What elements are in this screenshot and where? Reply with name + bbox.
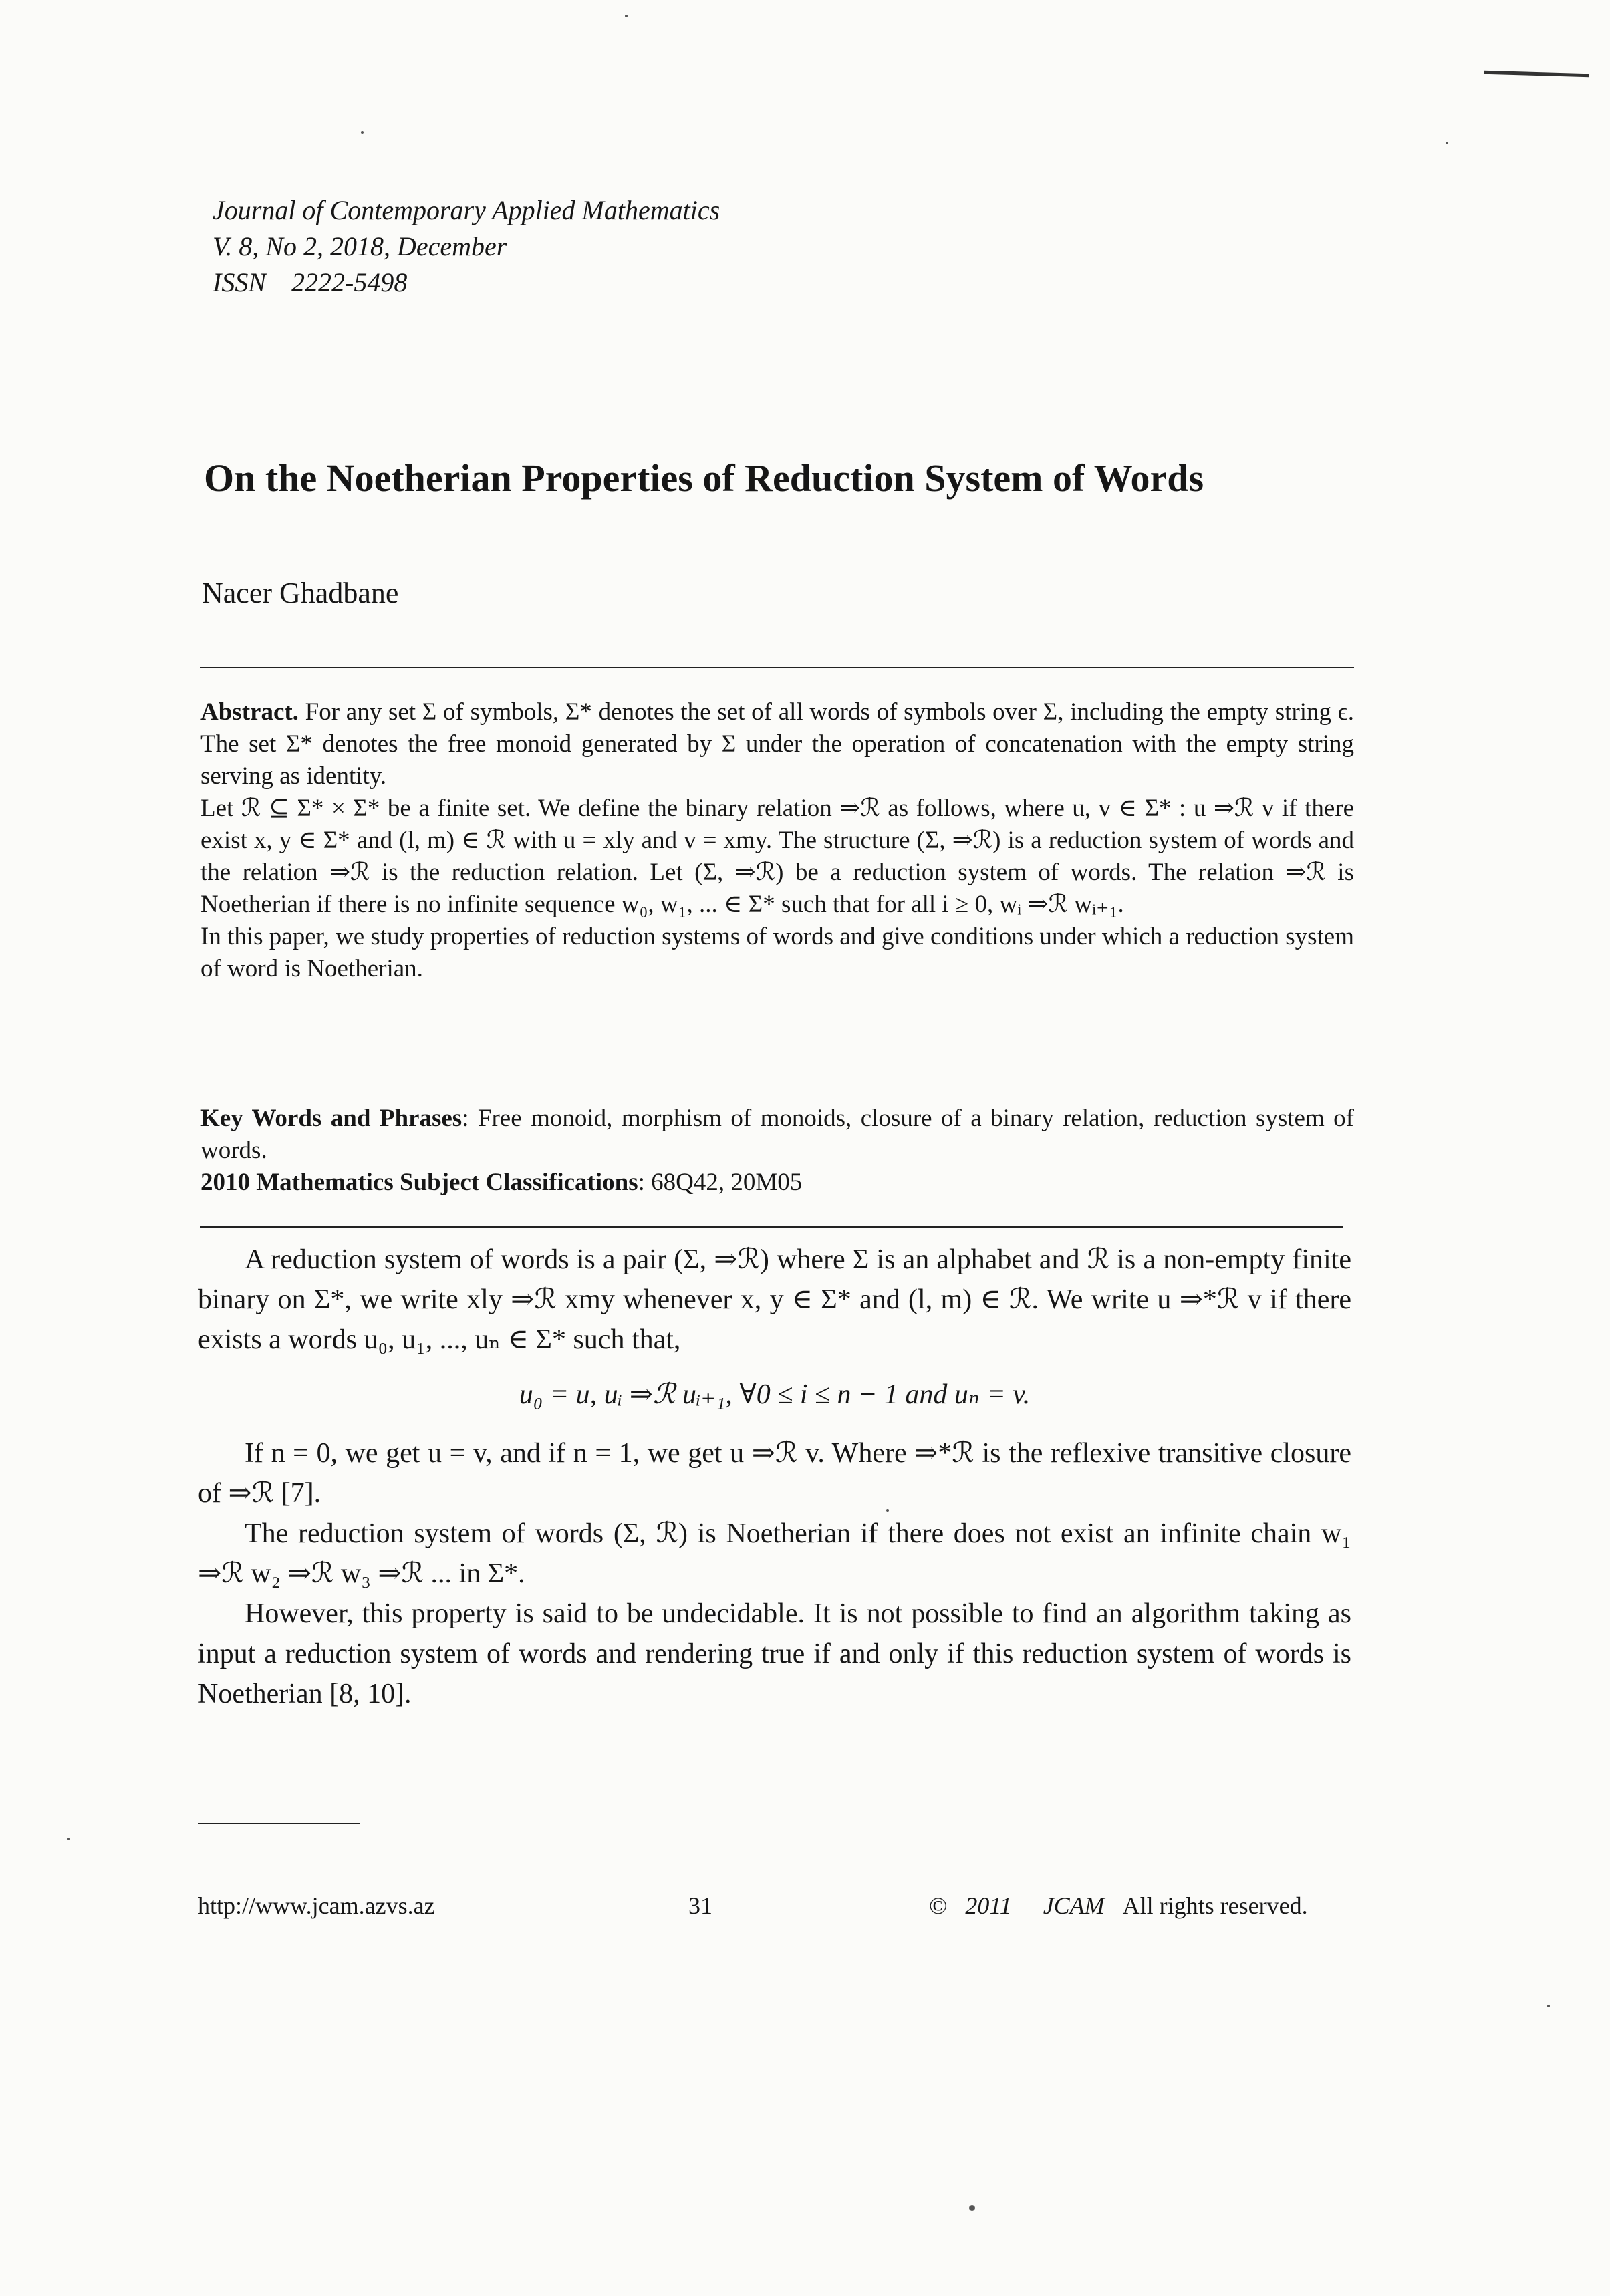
journal-name: Journal of Contemporary Applied Mathematics [213, 195, 720, 225]
paper-title: On the Noetherian Properties of Reduction System of Words [204, 456, 1204, 500]
scan-speck [625, 15, 628, 17]
msc-classification [200, 1167, 1354, 1199]
msc-text: : 68Q42, 20M05 [638, 1169, 803, 1196]
scan-speck [67, 1838, 70, 1840]
journal-abbreviation: JCAM [1043, 1892, 1105, 1919]
copyright-year: 2011 [965, 1892, 1012, 1919]
abstract-paragraph-3: In this paper, we study properties of reduction systems of words and give conditions under which a reduction system of word is Noetherian. [200, 923, 1354, 982]
scan-speck [886, 1509, 889, 1512]
page-number: 31 [688, 1892, 712, 1919]
keywords-text: : Free monoid, morphism of monoids, closure of a binary relation, reduction system of words. [200, 1105, 1354, 1164]
scan-speck [969, 2205, 975, 2211]
footer-copyright [929, 1891, 1308, 1920]
rights-text: All rights reserved. [1122, 1892, 1308, 1919]
scan-speck [1547, 2005, 1550, 2007]
scan-speck [1446, 142, 1448, 144]
journal-volume: V. 8, No 2, 2018, December [213, 231, 507, 261]
abstract [200, 696, 1354, 985]
footnote-rule [198, 1823, 360, 1824]
keywords [200, 1103, 1354, 1167]
body-paragraph-3: The reduction system of words (Σ, ℛ) is Noetherian if there does not exist an infinite chain w₁ ⇒ℛ w₂ ⇒ℛ w₃ ⇒ℛ ... in Σ*. [198, 1518, 1351, 1589]
abstract-top-rule [200, 667, 1354, 668]
display-equation: u₀ = u, uᵢ ⇒ℛ uᵢ₊₁, ∀0 ≤ i ≤ n − 1 and uₙ = v. [519, 1379, 1031, 1410]
abstract-text-1: For any set Σ of symbols, Σ* denotes the set of all words of symbols over Σ, including the empty string ϵ. The set Σ* denotes the free monoid generated by Σ under the operation of concatenation with the empty string serving as identity. [200, 698, 1355, 790]
issn-label: ISSN [213, 267, 266, 297]
body-text [198, 1240, 1351, 1714]
abstract-bottom-rule [200, 1226, 1343, 1228]
body-paragraph-1: A reduction system of words is a pair (Σ, ⇒ℛ) where Σ is an alphabet and ℛ is a non-empty finite binary on Σ*, we write xly ⇒ℛ xmy whenever x, y ∈ Σ* and (l, m) ∈ ℛ. We write u ⇒*ℛ v if there exists a words u₀, u₁, ..., uₙ ∈ Σ* such that, [198, 1244, 1351, 1355]
msc-label: 2010 Mathematics Subject Classifications [200, 1169, 638, 1196]
abstract-paragraph-1 [200, 696, 1354, 793]
issn-number: 2222-5498 [291, 267, 408, 297]
journal-header [213, 192, 720, 301]
scan-artifact-line [1484, 71, 1589, 77]
keywords-block [200, 1103, 1354, 1199]
body-paragraph-2: If n = 0, we get u = v, and if n = 1, we get u ⇒ℛ v. Where ⇒*ℛ is the reflexive transitive closure of ⇒ℛ [7]. [198, 1438, 1351, 1509]
keywords-label: Key Words and Phrases [200, 1105, 462, 1132]
abstract-label: Abstract. [200, 698, 299, 726]
author-name: Nacer Ghadbane [202, 577, 399, 609]
copyright-symbol: © [929, 1892, 948, 1919]
body-paragraph-4: However, this property is said to be undecidable. It is not possible to find an algorithm taking as input a reduction system of words and rendering true if and only if this reduction system of words is Noetherian [8, 10]. [198, 1598, 1351, 1709]
footer-url: http://www.jcam.azvs.az [198, 1892, 435, 1919]
journal-issn [213, 265, 720, 301]
scan-speck [361, 131, 364, 134]
abstract-paragraph-2: Let ℛ ⊆ Σ* × Σ* be a finite set. We define the binary relation ⇒ℛ as follows, where u, v ∈ Σ* : u ⇒ℛ v if there exist x, y ∈ Σ* and (l, m) ∈ ℛ with u = xly and v = xmy. The structure (Σ, ⇒ℛ) is a reduction system of words and the relation ⇒ℛ is the reduction relation. Let (Σ, ⇒ℛ) be a reduction system of words. The relation ⇒ℛ is Noetherian if there is no infinite sequence w₀, w₁, ... ∈ Σ* such that for all i ≥ 0, wᵢ ⇒ℛ wᵢ₊₁. [200, 795, 1354, 918]
